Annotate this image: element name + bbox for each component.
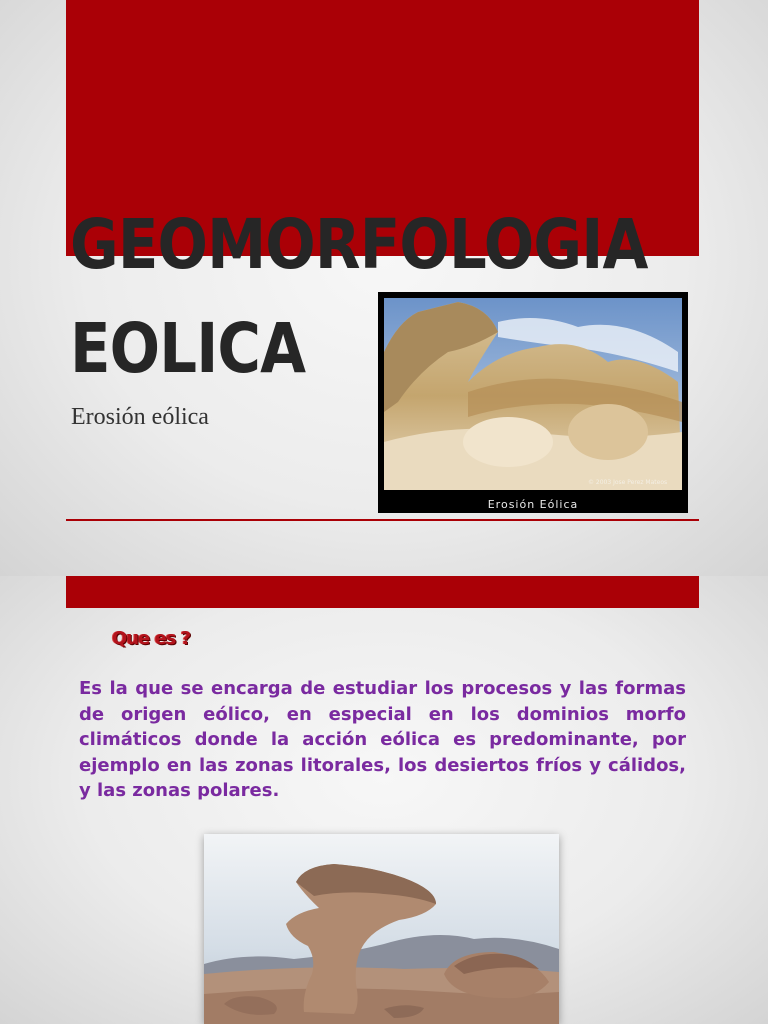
red-divider-line xyxy=(66,519,699,521)
erosion-photo xyxy=(378,292,688,513)
header-red-bar-2 xyxy=(66,576,699,608)
photo-caption: Erosión Eólica xyxy=(487,498,579,511)
photo-credit: © 2003 Jose Perez Mateos xyxy=(588,479,668,486)
slide-subtitle: Erosión eólica xyxy=(71,404,209,430)
arbol-de-piedra-photo xyxy=(204,834,559,1024)
content-slide xyxy=(0,576,768,1024)
rock-formation-image xyxy=(378,292,688,513)
title-line-1: GEOMORFOLOGIA xyxy=(70,205,648,285)
rock-tree-image xyxy=(204,834,559,1024)
title-line-2: EOLICA xyxy=(70,309,306,389)
section-heading: Que es ? xyxy=(112,628,191,649)
definition-paragraph: Es la que se encarga de estudiar los procesos y las formas de origen eólico, en especial en los dominios morfo climáticos donde la acción eólica es predominante, por ejemplo en las zonas litorales, los desiertos fríos y cálidos, y las zonas polares. xyxy=(79,678,686,802)
